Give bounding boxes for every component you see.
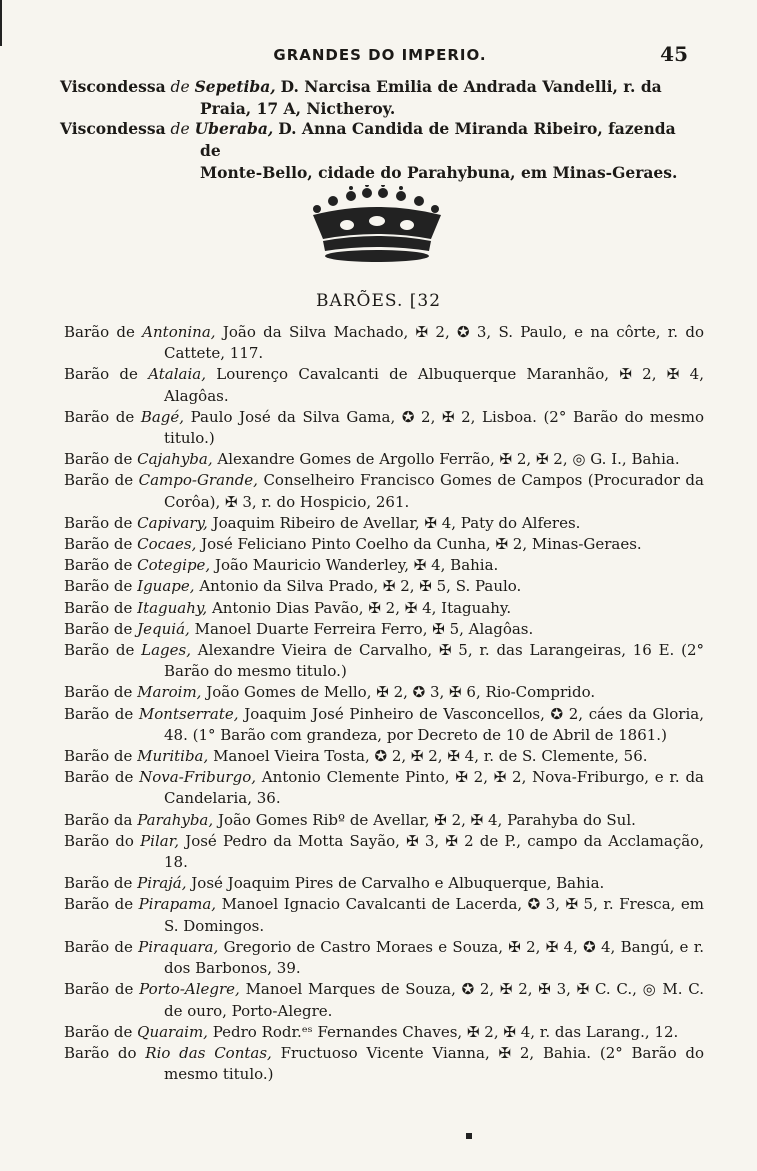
entry-text: Antonio Clemente Pinto, ✠ 2, ✠ 2, Nova-Friburgo, e r. da Candelaria, 36. [164, 768, 704, 808]
entry-title: Jequiá, [137, 619, 190, 638]
entry-title: Cajahyba, [137, 450, 213, 469]
entry-title: Sepetiba, [194, 77, 276, 96]
entry-text: Manoel Vieira Tosta, ✪ 2, ✠ 2, ✠ 4, r. de S. Clemente, 56. [213, 747, 648, 766]
entry-prefix: Barão de [64, 407, 135, 426]
baron-entry [64, 640, 704, 682]
entry-title: Atalaia, [148, 365, 206, 384]
entry-prep: de [170, 120, 190, 138]
entry-prefix: Barão de [64, 598, 133, 617]
entry-text-cont: Monte-Bello, cidade do Parahybuna, em Minas-Geraes. [200, 163, 678, 182]
entry-title: Nova-Friburgo, [139, 768, 256, 787]
entry-title: Campo-Grande, [138, 471, 258, 490]
entry-text: Gregorio de Castro Moraes e Souza, ✠ 2, ✠ 4, ✪ 4, Bangú, e r. dos Barbonos, 39. [164, 937, 704, 978]
baron-entry [64, 810, 704, 831]
entry-prefix: Barão de [64, 747, 133, 766]
entry-prefix: Barão de [64, 683, 133, 702]
entry-prefix: Barão de [64, 471, 134, 490]
running-title: GRANDES DO IMPERIO. [273, 46, 487, 64]
entry-prefix: Barão de [64, 450, 133, 469]
entry-prefix: Barão de [64, 704, 134, 723]
page-number: 45 [660, 42, 688, 66]
entry-title: Cocaes, [137, 535, 197, 554]
baron-entry [64, 704, 704, 746]
entry-text: Alexandre Gomes de Argollo Ferrão, ✠ 2, ✠ 2, ◎ G. I., Bahia. [217, 450, 680, 469]
entry-title: Pilar, [140, 831, 180, 850]
entry-prefix: Barão do [64, 831, 134, 850]
entry-text: João da Silva Machado, ✠ 2, ✪ 3, S. Paulo, e na côrte, r. do Cattete, 117. [164, 323, 704, 363]
baron-entry [64, 873, 704, 894]
baron-entry [64, 598, 704, 619]
section-title: BARÕES. [32 [315, 291, 442, 311]
entry-text: Alexandre Vieira de Carvalho, ✠ 5, r. das Larangeiras, 16 E. (2° Barão do mesmo titulo.) [164, 641, 704, 681]
baron-entry [64, 767, 704, 809]
entry-text: Pedro Rodr.ᵉˢ Fernandes Chaves, ✠ 2, ✠ 4, r. das Larang., 12. [212, 1022, 679, 1041]
baron-entry [64, 746, 704, 767]
entry-title: Uberaba, [194, 119, 274, 138]
entry-prefix: Barão de [64, 895, 134, 914]
baron-entry [64, 894, 704, 936]
crown-ornament-icon [307, 185, 447, 265]
entry-title: Capivary, [137, 513, 208, 532]
entry-text: Paulo José da Silva Gama, ✪ 2, ✠ 2, Lisboa. (2° Barão do mesmo titulo.) [164, 407, 704, 448]
entry-text: D. Narcisa Emilia de Andrada Vandelli, r. da [280, 77, 662, 96]
entry-prefix: Barão de [64, 937, 133, 956]
entry-prefix: Barão de [64, 556, 133, 575]
entry-title: Itaguahy, [137, 598, 208, 617]
entry-text: Manoel Ignacio Cavalcanti de Lacerda, ✪ 3, ✠ 5, r. Fresca, em S. Domingos. [164, 895, 704, 935]
baron-entry [64, 470, 704, 512]
entry-prefix: Barão de [64, 323, 135, 341]
baron-entry [64, 979, 704, 1021]
entry-text: D. Anna Candida de Miranda Ribeiro, fazenda de [200, 119, 676, 160]
baron-entry [64, 534, 704, 555]
entry-prefix: Barão de [64, 874, 133, 893]
baron-entry [64, 937, 704, 979]
entry-text: Conselheiro Francisco Gomes de Campos (Procurador da Corôa), ✠ 3, r. do Hospicio, 261. [164, 471, 704, 511]
entry-label: Viscondessa [60, 77, 166, 96]
entry-text: Manoel Marques de Souza, ✪ 2, ✠ 2, ✠ 3, ✠ C. C., ◎ M. C. de ouro, Porto-Alegre. [164, 980, 704, 1020]
baron-entry [64, 1022, 704, 1043]
entry-title: Muritiba, [137, 747, 209, 766]
entry-prefix: Barão de [64, 619, 133, 638]
baron-entry [64, 576, 704, 597]
entry-label: Viscondessa [60, 119, 166, 138]
entry-text: João Mauricio Wanderley, ✠ 4, Bahia. [214, 556, 499, 575]
entry-text: José Pedro da Motta Sayão, ✠ 3, ✠ 2 de P., campo da Acclamação, 18. [164, 831, 704, 872]
entry-prefix: Barão de [64, 641, 135, 660]
baron-entry [64, 364, 704, 406]
entry-text: Antonio da Silva Prado, ✠ 2, ✠ 5, S. Paulo. [199, 577, 522, 596]
entry-title: Quaraim, [137, 1022, 208, 1041]
entry-title: Bagé, [140, 407, 185, 426]
baron-entry [64, 513, 704, 534]
print-speck [466, 1133, 472, 1139]
entry-title: Cotegipe, [137, 556, 211, 575]
entry-text: Antonio Dias Pavão, ✠ 2, ✠ 4, Itaguahy. [211, 598, 512, 617]
baron-list [64, 322, 704, 1085]
entry-prefix: Barão de [64, 768, 134, 787]
entry-title: Lages, [141, 641, 191, 660]
entry-prefix: Barão de [64, 980, 134, 999]
entry-text: Lourenço Cavalcanti de Albuquerque Maranhão, ✠ 2, ✠ 4, Alagôas. [164, 365, 704, 405]
baron-entry [64, 1043, 704, 1085]
entry-prefix: Barão de [64, 535, 133, 554]
entry-title: Porto-Alegre, [139, 980, 240, 999]
entry-text: José Feliciano Pinto Coelho da Cunha, ✠ 2, Minas-Geraes. [201, 535, 642, 554]
entry-title: Pirajá, [137, 874, 187, 893]
baron-entry [64, 619, 704, 640]
entry-text: Manoel Duarte Ferreira Ferro, ✠ 5, Alagôas. [194, 619, 534, 638]
baron-entry [64, 682, 704, 703]
entry-prefix: Barão do [64, 1043, 137, 1062]
entry-title: Rio das Contas, [145, 1043, 272, 1062]
entry-prefix: Barão de [64, 365, 138, 384]
entry-prefix: Barão de [64, 513, 133, 532]
entry-text: Fructuoso Vicente Vianna, ✠ 2, Bahia. (2° Barão do mesmo titulo.) [164, 1043, 705, 1084]
margin-mark [0, 0, 2, 46]
entry-prefix: Barão de [64, 1022, 133, 1041]
entry-title: Iguape, [137, 577, 195, 596]
entry-prefix: Barão de [64, 577, 133, 596]
entry-text: João Gomes Ribº de Avellar, ✠ 2, ✠ 4, Parahyba do Sul. [217, 810, 636, 829]
entry-text: José Joaquim Pires de Carvalho e Albuquerque, Bahia. [191, 874, 605, 893]
baron-entry [64, 831, 704, 873]
entry-title: Maroim, [137, 683, 202, 702]
entry-title: Antonina, [142, 323, 216, 341]
baron-entry [64, 555, 704, 576]
entry-prefix: Barão da [64, 810, 133, 829]
entry-text: Joaquim Ribeiro de Avellar, ✠ 4, Paty do Alferes. [212, 513, 581, 532]
entry-text-cont: Praia, 17 A, Nictheroy. [200, 99, 396, 118]
viscondessa-entry [60, 118, 700, 184]
page-header [60, 42, 700, 70]
baron-entry [64, 449, 704, 470]
baron-entry [64, 407, 704, 449]
viscondessa-entry [60, 76, 700, 120]
entry-title: Parahyba, [137, 810, 214, 829]
entry-prep: de [170, 78, 190, 96]
entry-title: Montserrate, [138, 704, 239, 723]
baron-entry [64, 322, 704, 364]
entry-text: João Gomes de Mello, ✠ 2, ✪ 3, ✠ 6, Rio-Comprido. [206, 683, 596, 702]
entry-title: Pirapama, [138, 895, 217, 914]
entry-title: Piraquara, [138, 937, 219, 956]
entry-text: Joaquim José Pinheiro de Vasconcellos, ✪ 2, cáes da Gloria, 48. (1° Barão com grandeza, por Decreto de 10 de Abril de 1861.) [164, 704, 704, 744]
